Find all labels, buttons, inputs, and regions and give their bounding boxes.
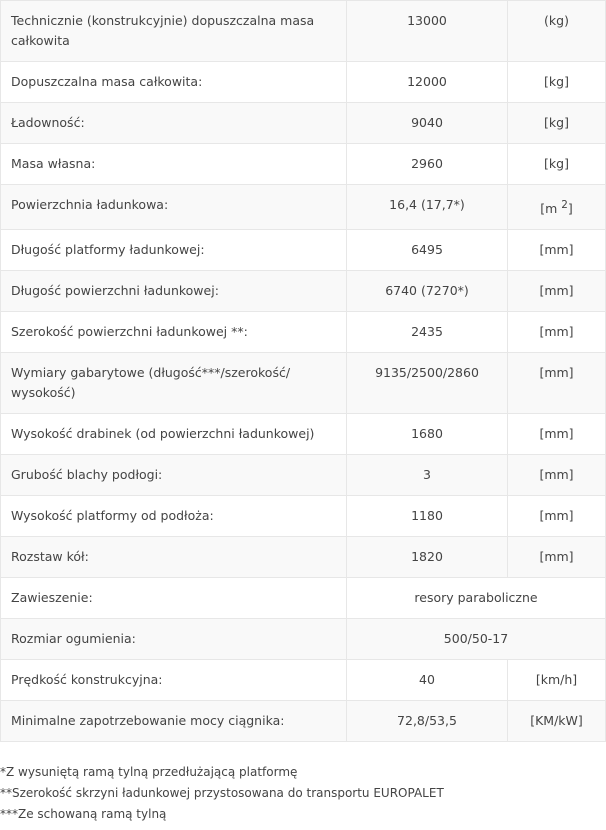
row-value: 13000 (347, 1, 508, 62)
row-label: Wymiary gabarytowe (długość***/szerokość/ wysokość) (1, 353, 347, 414)
row-label: Ładowność: (1, 103, 347, 144)
row-value: 500/50-17 (347, 619, 606, 660)
table-row (1, 619, 606, 660)
footnote: *Z wysuniętą ramą tylną przedłużającą platformę (0, 765, 298, 780)
table-row (1, 1, 606, 62)
row-unit: [mm] (508, 414, 606, 455)
row-label: Prędkość konstrukcyjna: (1, 660, 347, 701)
table-row (1, 496, 606, 537)
row-unit: [mm] (508, 496, 606, 537)
row-value: 1820 (347, 537, 508, 578)
row-label: Grubość blachy podłogi: (1, 455, 347, 496)
row-unit: [mm] (508, 353, 606, 414)
row-value: 72,8/53,5 (347, 701, 508, 742)
row-label: Długość platformy ładunkowej: (1, 230, 347, 271)
row-unit: [mm] (508, 230, 606, 271)
row-value: 16,4 (17,7*) (347, 185, 508, 230)
table-row (1, 455, 606, 496)
table-row (1, 312, 606, 353)
table-row (1, 578, 606, 619)
unit-superscript: 2 (561, 199, 568, 211)
row-label: Szerokość powierzchni ładunkowej **: (1, 312, 347, 353)
row-unit: [mm] (508, 455, 606, 496)
unit-close: ] (567, 201, 573, 217)
table-row (1, 271, 606, 312)
table-row (1, 414, 606, 455)
row-value: 1180 (347, 496, 508, 537)
row-value: 1680 (347, 414, 508, 455)
footnote: **Szerokość skrzyni ładunkowej przystosowana do transportu EUROPALET (0, 786, 444, 801)
row-label: Długość powierzchni ładunkowej: (1, 271, 347, 312)
row-value: 12000 (347, 62, 508, 103)
row-unit (508, 185, 606, 230)
row-value: 2960 (347, 144, 508, 185)
row-value: 9135/2500/2860 (347, 353, 508, 414)
row-label: Wysokość drabinek (od powierzchni ładunkowej) (1, 414, 347, 455)
table-row (1, 230, 606, 271)
table-row (1, 660, 606, 701)
row-label: Wysokość platformy od podłoża: (1, 496, 347, 537)
row-value: 2435 (347, 312, 508, 353)
row-unit: [kg] (508, 103, 606, 144)
row-label: Rozmiar ogumienia: (1, 619, 347, 660)
table-row (1, 353, 606, 414)
row-label: Zawieszenie: (1, 578, 347, 619)
row-value: 6740 (7270*) (347, 271, 508, 312)
row-value: 9040 (347, 103, 508, 144)
row-value: resory paraboliczne (347, 578, 606, 619)
row-label: Minimalne zapotrzebowanie mocy ciągnika: (1, 701, 347, 742)
row-unit: [kg] (508, 62, 606, 103)
row-value: 3 (347, 455, 508, 496)
row-value: 40 (347, 660, 508, 701)
row-label: Masa własna: (1, 144, 347, 185)
table-row (1, 103, 606, 144)
row-label: Rozstaw kół: (1, 537, 347, 578)
row-unit: [mm] (508, 312, 606, 353)
row-label: Technicznie (konstrukcyjnie) dopuszczalna masa całkowita (1, 1, 347, 62)
footnote: ***Ze schowaną ramą tylną (0, 807, 167, 822)
row-unit: [mm] (508, 271, 606, 312)
table-row (1, 62, 606, 103)
unit-base: [m (540, 201, 558, 217)
row-unit: [KM/kW] (508, 701, 606, 742)
row-label: Dopuszczalna masa całkowita: (1, 62, 347, 103)
row-unit: [kg] (508, 144, 606, 185)
row-unit: (kg) (508, 1, 606, 62)
table-row (1, 144, 606, 185)
row-unit: [mm] (508, 537, 606, 578)
row-unit: [km/h] (508, 660, 606, 701)
footnotes (0, 762, 606, 825)
row-value: 6495 (347, 230, 508, 271)
table-row (1, 537, 606, 578)
table-row (1, 701, 606, 742)
row-label: Powierzchnia ładunkowa: (1, 185, 347, 230)
table-row (1, 185, 606, 230)
